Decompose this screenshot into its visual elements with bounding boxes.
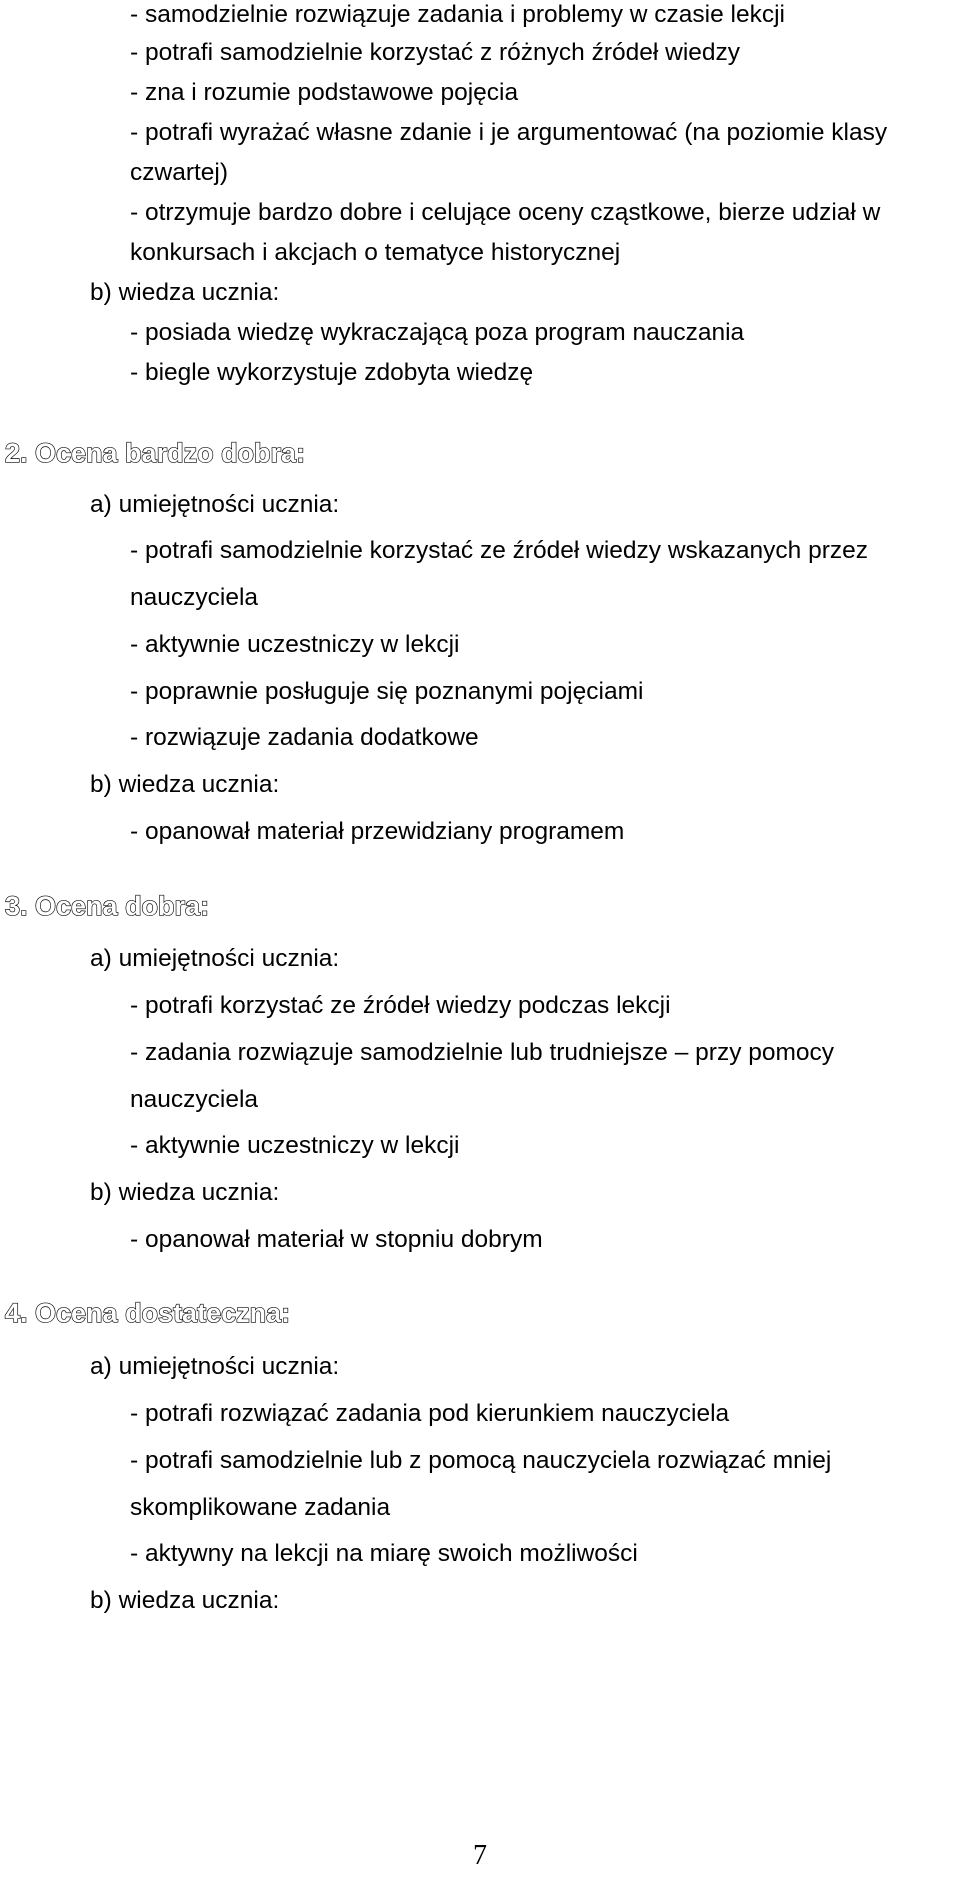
subsection-label-skills: a) umiejętności ucznia: xyxy=(90,1353,340,1380)
list-item-continuation: skomplikowane zadania xyxy=(130,1494,391,1521)
list-item: - poprawnie posługuje się poznanymi pojęciami xyxy=(130,678,644,705)
list-item-continuation: konkursach i akcjach o tematyce historycznej xyxy=(130,239,621,266)
list-item: - biegle wykorzystuje zdobyta wiedzę xyxy=(130,359,534,386)
section-heading: 4. Ocena dostateczna: xyxy=(5,1298,291,1328)
list-item: - samodzielnie rozwiązuje zadania i problemy w czasie lekcji xyxy=(130,1,785,28)
list-item: - potrafi korzystać ze źródeł wiedzy podczas lekcji xyxy=(130,992,671,1019)
list-item-continuation: nauczyciela xyxy=(130,584,259,611)
list-item: - potrafi samodzielnie korzystać ze źródeł wiedzy wskazanych przez xyxy=(130,537,869,564)
list-item-continuation: czwartej) xyxy=(130,159,229,186)
subsection-label-knowledge: b) wiedza ucznia: xyxy=(90,771,280,798)
list-item: - aktywnie uczestniczy w lekcji xyxy=(130,631,460,658)
list-item: - aktywny na lekcji na miarę swoich możliwości xyxy=(130,1540,638,1567)
list-item: - rozwiązuje zadania dodatkowe xyxy=(130,724,479,751)
list-item: - potrafi wyrażać własne zdanie i je argumentować (na poziomie klasy xyxy=(130,119,888,146)
subsection-label-knowledge: b) wiedza ucznia: xyxy=(90,279,280,306)
subsection-label-knowledge: b) wiedza ucznia: xyxy=(90,1179,280,1206)
list-item: - opanował materiał w stopniu dobrym xyxy=(130,1226,543,1253)
list-item: - posiada wiedzę wykraczającą poza program nauczania xyxy=(130,319,745,346)
subsection-label-knowledge: b) wiedza ucznia: xyxy=(90,1587,280,1614)
subsection-label-skills: a) umiejętności ucznia: xyxy=(90,945,340,972)
list-item: - zna i rozumie podstawowe pojęcia xyxy=(130,79,519,106)
page-number: 7 xyxy=(473,1840,487,1871)
list-item: - otrzymuje bardzo dobre i celujące oceny cząstkowe, bierze udział w xyxy=(130,199,881,226)
list-item: - potrafi samodzielnie lub z pomocą nauczyciela rozwiązać mniej xyxy=(130,1447,832,1474)
list-item: - potrafi rozwiązać zadania pod kierunkiem nauczyciela xyxy=(130,1400,730,1427)
list-item: - potrafi samodzielnie korzystać z różnych źródeł wiedzy xyxy=(130,39,741,66)
section-heading: 3. Ocena dobra: xyxy=(5,891,210,921)
list-item: - opanował materiał przewidziany programem xyxy=(130,818,625,845)
subsection-label-skills: a) umiejętności ucznia: xyxy=(90,491,340,518)
list-item: - zadania rozwiązuje samodzielnie lub trudniejsze – przy pomocy xyxy=(130,1039,835,1066)
list-item: - aktywnie uczestniczy w lekcji xyxy=(130,1132,460,1159)
list-item-continuation: nauczyciela xyxy=(130,1086,259,1113)
section-heading: 2. Ocena bardzo dobra: xyxy=(5,438,306,468)
